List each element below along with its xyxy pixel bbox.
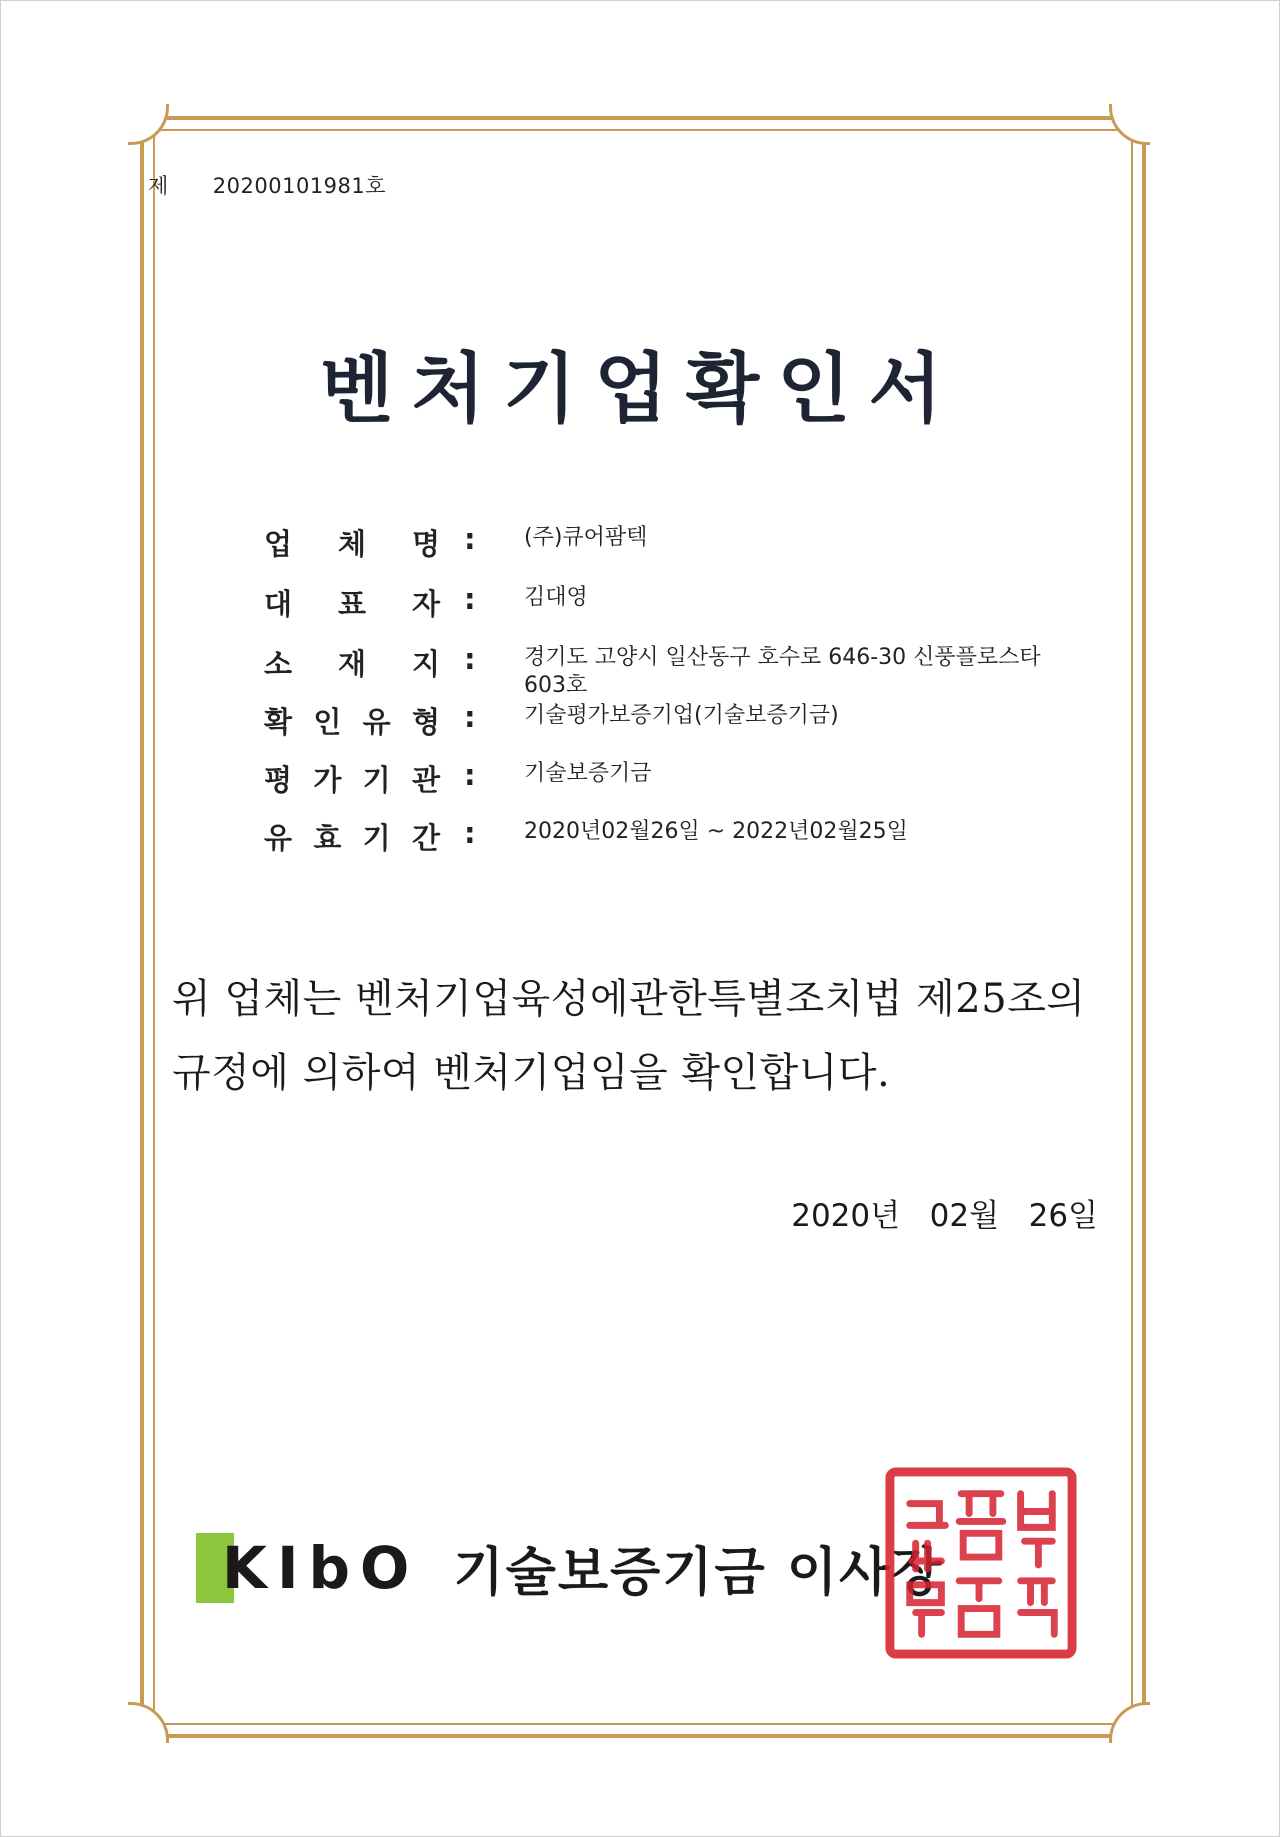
field-value: 2020년02월26일 ~ 2022년02월25일 bbox=[524, 819, 908, 844]
field-value: 기술보증기금 bbox=[524, 761, 652, 786]
field-value: 김대영 bbox=[524, 585, 588, 610]
field-value: 기술평가보증기업(기술보증기금) bbox=[524, 703, 839, 728]
statement-line-1: 위 업체는 벤처기업육성에관한특별조치법 제25조의 bbox=[172, 976, 1086, 1022]
statement-line-2: 규정에 의하여 벤처기업임을 확인합니다. bbox=[172, 1050, 891, 1096]
issuer-block bbox=[196, 1530, 944, 1605]
field-label: 확 인 유 형 bbox=[264, 705, 440, 739]
issue-month: 02월 bbox=[929, 1198, 1000, 1234]
field-label: 업 체 명 bbox=[264, 527, 440, 561]
field-label: 유 효 기 간 bbox=[264, 821, 440, 855]
official-seal-icon bbox=[882, 1464, 1080, 1662]
certificate-number-value: 20200101981호 bbox=[212, 174, 387, 198]
issue-year: 2020년 bbox=[791, 1198, 901, 1234]
address-line-1: 경기도 고양시 일산동구 호수로 646-30 신풍플로스타 bbox=[524, 645, 1041, 670]
issuer-name: 기술보증기금 이사장 bbox=[453, 1543, 944, 1603]
field-value bbox=[524, 644, 1104, 700]
field-label: 평 가 기 관 bbox=[264, 763, 440, 797]
logo-wordmark: KIbO bbox=[222, 1533, 420, 1602]
field-label: 소 재 지 bbox=[264, 647, 440, 681]
document-title: 벤처기업확인서 bbox=[320, 344, 960, 433]
certificate-number-prefix: 제 bbox=[148, 174, 169, 198]
field-label: 대 표 자 bbox=[264, 587, 440, 621]
confirmation-statement bbox=[172, 962, 1112, 1110]
certificate-number bbox=[148, 170, 386, 200]
kibo-logo bbox=[196, 1533, 419, 1603]
field-value: (주)큐어팜텍 bbox=[524, 525, 648, 550]
issue-day: 26일 bbox=[1028, 1198, 1098, 1234]
issue-date bbox=[791, 1190, 1098, 1235]
address-line-2: 603호 bbox=[524, 673, 588, 698]
